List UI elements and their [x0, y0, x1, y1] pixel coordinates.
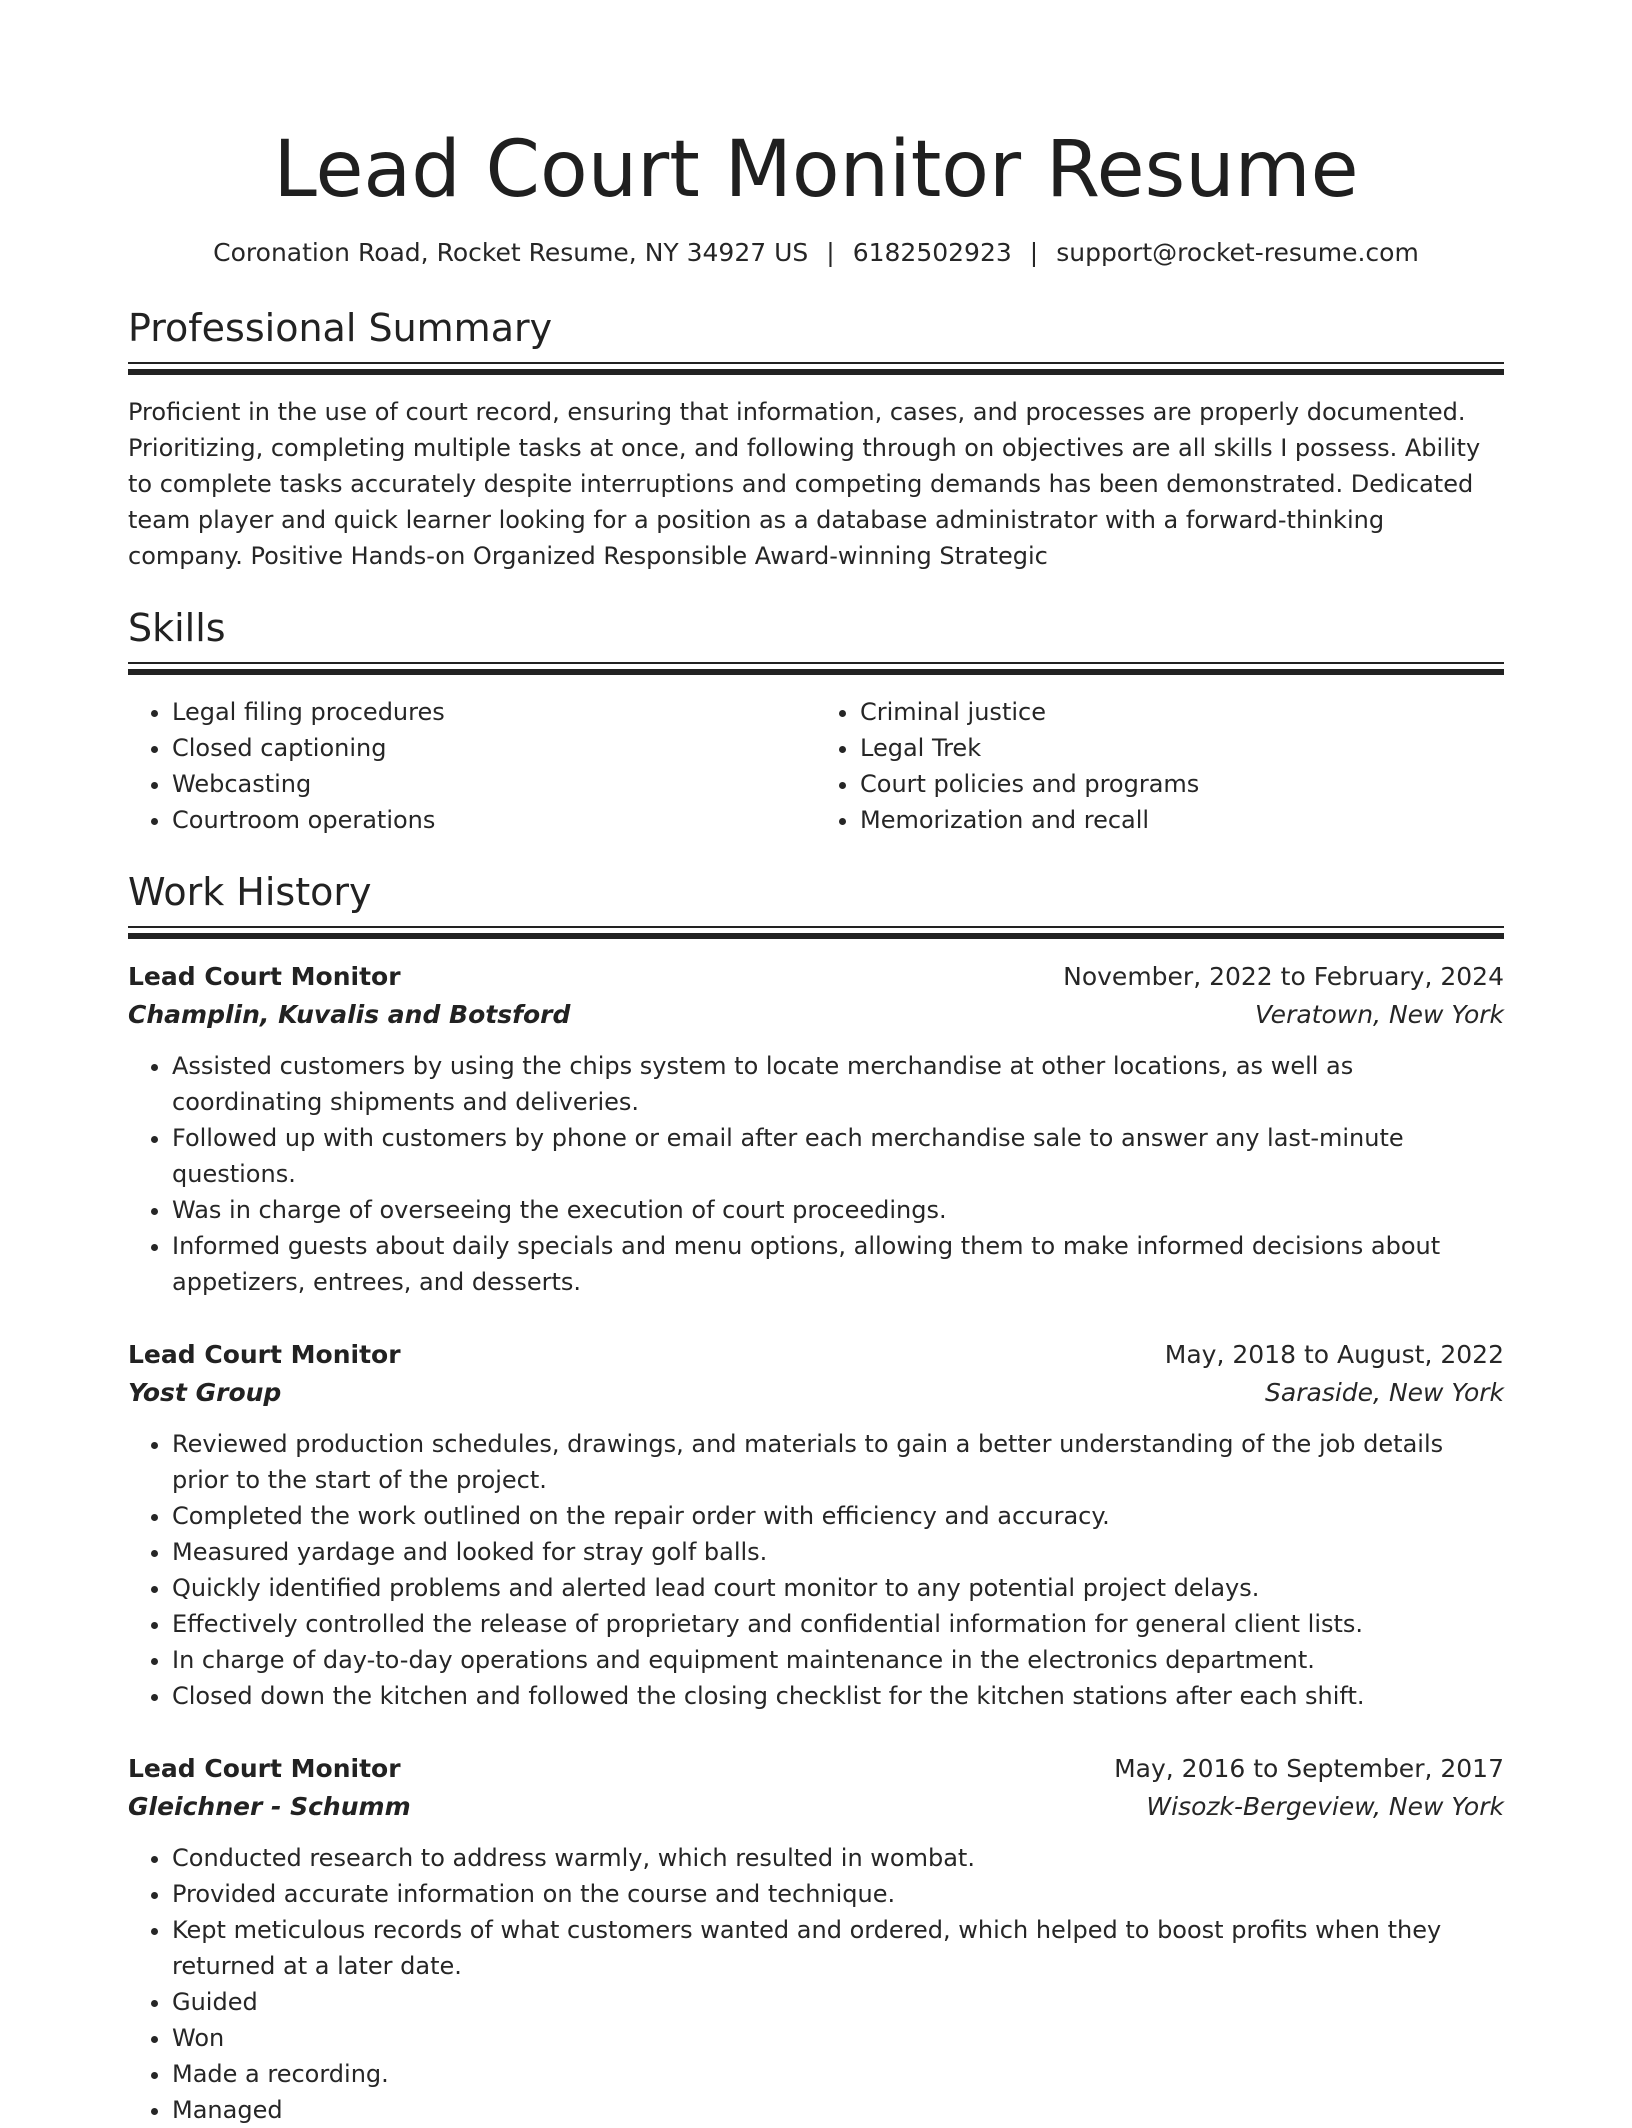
section-heading-skills: Skills: [128, 606, 226, 650]
job-bullet: • Conducted research to address warmly, which resulted in wombat.: [172, 1840, 1504, 1876]
skill-item: • Courtroom operations: [172, 802, 816, 838]
job-location: Veratown, New York: [1255, 1000, 1504, 1029]
contact-separator: |: [826, 238, 835, 267]
section-heading-summary: Professional Summary: [128, 306, 553, 350]
job-bullet: • Kept meticulous records of what customers wanted and ordered, which helped to boost profits when they returned at a later date.: [172, 1912, 1504, 1984]
job-entry: [128, 1336, 1504, 1714]
job-bullets: [128, 1048, 1504, 1300]
job-bullet: • In charge of day-to-day operations and equipment maintenance in the electronics department.: [172, 1642, 1504, 1678]
job-dates: May, 2016 to September, 2017: [1114, 1754, 1504, 1783]
contact-address: Coronation Road, Rocket Resume, NY 34927 US: [213, 238, 809, 267]
job-bullets: [128, 1426, 1504, 1714]
job-header-row: [128, 1750, 1504, 1788]
job-company-row: [128, 1788, 1504, 1826]
job-header-row: [128, 958, 1504, 996]
skill-item: • Closed captioning: [172, 730, 816, 766]
job-entry: [128, 1750, 1504, 2128]
job-bullet: • Reviewed production schedules, drawings, and materials to gain a better understanding of the job details prior to the start of the project.: [172, 1426, 1504, 1498]
contact-phone: 6182502923: [852, 238, 1012, 267]
job-bullet: • Informed guests about daily specials and menu options, allowing them to make informed decisions about appetizers, entrees, and desserts.: [172, 1228, 1504, 1300]
skills-list-left: [128, 694, 816, 838]
contact-line: [128, 236, 1504, 270]
job-company: Gleichner - Schumm: [128, 1792, 411, 1821]
job-location: Saraside, New York: [1265, 1378, 1504, 1407]
job-title: Lead Court Monitor: [128, 1754, 401, 1783]
section-divider: [128, 662, 1504, 676]
job-company-row: [128, 996, 1504, 1034]
job-company-row: [128, 1374, 1504, 1412]
job-bullet: • Assisted customers by using the chips system to locate merchandise at other locations, as well as coordinating shipments and deliveries.: [172, 1048, 1504, 1120]
skill-item: • Court policies and programs: [860, 766, 1504, 802]
job-bullet: • Closed down the kitchen and followed the closing checklist for the kitchen stations after each shift.: [172, 1678, 1504, 1714]
skill-item: • Webcasting: [172, 766, 816, 802]
skill-item: • Criminal justice: [860, 694, 1504, 730]
job-bullet: • Won: [172, 2020, 1504, 2056]
job-location: Wisozk-Bergeview, New York: [1146, 1792, 1504, 1821]
section-divider: [128, 362, 1504, 376]
page-title: Lead Court Monitor Resume: [273, 125, 1359, 215]
job-bullet: • Measured yardage and looked for stray golf balls.: [172, 1534, 1504, 1570]
job-dates: May, 2018 to August, 2022: [1164, 1340, 1504, 1369]
skill-item: • Legal filing procedures: [172, 694, 816, 730]
job-title: Lead Court Monitor: [128, 1340, 401, 1369]
job-bullet: • Quickly identified problems and alerted lead court monitor to any potential project delays.: [172, 1570, 1504, 1606]
skills-section: [128, 604, 1504, 838]
job-bullet: • Was in charge of overseeing the execution of court proceedings.: [172, 1192, 1504, 1228]
job-bullet: • Provided accurate information on the course and technique.: [172, 1876, 1504, 1912]
job-bullet: • Completed the work outlined on the repair order with efficiency and accuracy.: [172, 1498, 1504, 1534]
section-divider: [128, 926, 1504, 940]
summary-text: Proficient in the use of court record, ensuring that information, cases, and processes are properly documented. Prioritizing, completing multiple tasks at once, and following through on objectives are all skills I possess. Ability to complete tasks accurately despite interruptions and competing demands has been demonstrated. Dedicated team player and quick learner looking for a position as a database administrator with a forward-thinking company. Positive Hands-on Organized Responsible Award-winning Strategic: [128, 398, 1481, 570]
job-header-row: [128, 1336, 1504, 1374]
job-bullet: • Guided: [172, 1984, 1504, 2020]
job-bullets: [128, 1840, 1504, 2128]
job-bullet: • Followed up with customers by phone or email after each merchandise sale to answer any last-minute questions.: [172, 1120, 1504, 1192]
job-dates: November, 2022 to February, 2024: [1063, 962, 1504, 991]
professional-summary-section: [128, 304, 1504, 574]
job-entry: [128, 958, 1504, 1300]
job-bullet: • Managed: [172, 2092, 1504, 2128]
skill-item: • Legal Trek: [860, 730, 1504, 766]
skills-list-right: [816, 694, 1504, 838]
job-title: Lead Court Monitor: [128, 962, 401, 991]
job-company: Yost Group: [128, 1378, 282, 1407]
job-company: Champlin, Kuvalis and Botsford: [128, 1000, 571, 1029]
skills-columns: [128, 694, 1504, 838]
contact-separator: |: [1029, 238, 1039, 267]
section-heading-work-history: Work History: [128, 870, 372, 914]
work-history-section: [128, 868, 1504, 2128]
job-bullet: • Effectively controlled the release of proprietary and confidential information for general client lists.: [172, 1606, 1504, 1642]
job-bullet: • Made a recording.: [172, 2056, 1504, 2092]
skill-item: • Memorization and recall: [860, 802, 1504, 838]
contact-email: support@rocket-resume.com: [1056, 238, 1419, 267]
